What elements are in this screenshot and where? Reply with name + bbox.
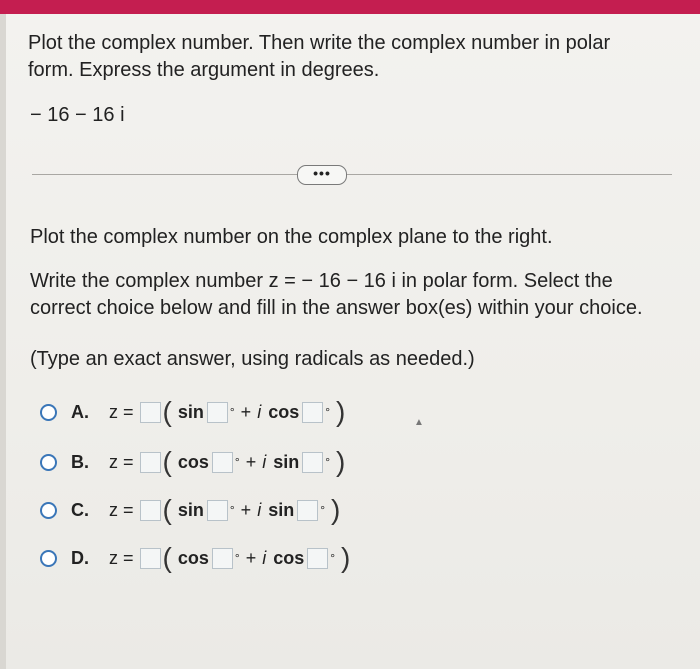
angle-input-1[interactable] [212, 452, 233, 473]
polar-form-instruction: Write the complex number z = − 16 − 16 i in polar form. Select the correct choice below and fill in the answer box(es) within your choice. [30, 270, 643, 319]
plot-instruction: Plot the complex number on the complex plane to the right. [30, 226, 553, 248]
degree-symbol: ° [234, 551, 240, 565]
degree-symbol: ° [229, 405, 235, 419]
trig-function-2: sin [268, 499, 295, 520]
choice-b[interactable] [40, 446, 348, 478]
open-paren: ( [162, 542, 172, 573]
radio-button[interactable] [40, 502, 57, 519]
degree-symbol: ° [229, 503, 235, 517]
angle-input-1[interactable] [212, 548, 233, 569]
complex-number-expression: − 16 − 16 i [30, 104, 125, 126]
open-paren: ( [162, 396, 172, 427]
answer-hint: (Type an exact answer, using radicals as needed.) [30, 348, 475, 370]
angle-input-2[interactable] [302, 402, 323, 423]
modulus-input[interactable] [140, 500, 161, 521]
z-equals: z = [109, 401, 134, 422]
choice-letter: D. [71, 547, 89, 568]
plus-sign: + [245, 547, 257, 568]
z-equals: z = [109, 547, 134, 568]
modulus-input[interactable] [140, 548, 161, 569]
panel-left-edge [0, 14, 6, 669]
plus-sign: + [245, 451, 257, 472]
imaginary-unit: i [257, 401, 262, 422]
trig-function-2: cos [273, 547, 305, 568]
choice-letter: A. [71, 401, 89, 422]
radio-button[interactable] [40, 550, 57, 567]
z-equals: z = [109, 499, 134, 520]
open-paren: ( [162, 494, 172, 525]
top-accent-bar [0, 0, 700, 14]
angle-input-1[interactable] [207, 500, 228, 521]
modulus-input[interactable] [140, 402, 161, 423]
imaginary-unit: i [262, 547, 267, 568]
choice-c[interactable] [40, 494, 343, 526]
trig-function-1: cos [177, 451, 209, 472]
plus-sign: + [240, 499, 252, 520]
trig-function-1: sin [177, 499, 204, 520]
open-paren: ( [162, 446, 172, 477]
degree-symbol: ° [325, 455, 331, 469]
modulus-input[interactable] [140, 452, 161, 473]
question-text: Plot the complex number. Then write the complex number in polar form. Express the argument in degrees. [28, 32, 611, 81]
z-equals: z = [109, 451, 134, 472]
more-options-button[interactable]: ••• [297, 165, 347, 185]
angle-input-2[interactable] [302, 452, 323, 473]
imaginary-unit: i [257, 499, 262, 520]
choice-d[interactable] [40, 542, 353, 574]
degree-symbol: ° [325, 405, 331, 419]
trig-function-1: cos [177, 547, 209, 568]
degree-symbol: ° [330, 551, 336, 565]
angle-input-1[interactable] [207, 402, 228, 423]
close-paren: ) [341, 542, 351, 573]
close-paren: ) [336, 396, 346, 427]
plus-sign: + [240, 401, 252, 422]
angle-input-2[interactable] [307, 548, 328, 569]
close-paren: ) [336, 446, 346, 477]
choice-letter: C. [71, 499, 89, 520]
mouse-cursor-icon: ▲ [414, 417, 424, 428]
choice-letter: B. [71, 451, 89, 472]
radio-button[interactable] [40, 404, 57, 421]
degree-symbol: ° [320, 503, 326, 517]
radio-button[interactable] [40, 454, 57, 471]
angle-input-2[interactable] [297, 500, 318, 521]
choice-a[interactable] [40, 396, 348, 428]
degree-symbol: ° [234, 455, 240, 469]
trig-function-1: sin [177, 401, 204, 422]
imaginary-unit: i [262, 451, 267, 472]
section-divider [32, 174, 672, 175]
trig-function-2: cos [268, 401, 300, 422]
trig-function-2: sin [273, 451, 300, 472]
close-paren: ) [331, 494, 341, 525]
